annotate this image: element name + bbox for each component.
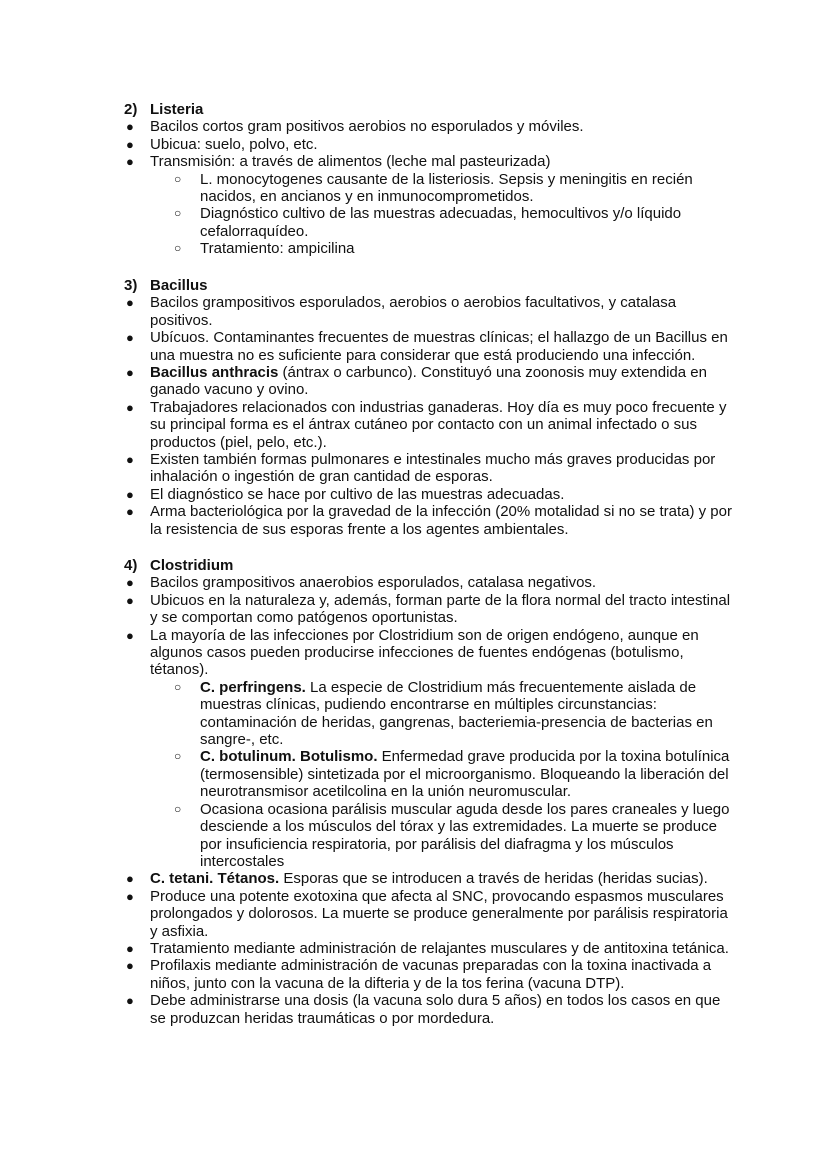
bullet-dot-icon: ●	[126, 154, 134, 170]
list-item: ● Trabajadores relacionados con industrias ganaderas. Hoy día es muy poco frecuente y su principal forma es el ántrax cutáneo por contacto con un animal infectado o sus productos (piel, pelo, etc.).	[126, 398, 727, 451]
bullet-dot-icon: ●	[126, 486, 134, 502]
list-item: ● Arma bacteriológica por la gravedad de la infección (20% motalidad si no se trata) y por la resistencia de sus esporas frente a los agentes ambientales.	[126, 503, 732, 538]
section-heading	[124, 557, 734, 574]
list-item: ● Produce una potente exotoxina que afecta al SNC, provocando espasmos musculares prolongados y dolorosos. La muerte se produce generalmente por parálisis respiratoria y asfixia.	[126, 887, 728, 940]
bullet-dot-icon: ●	[126, 871, 134, 887]
list-item: ● Ubicua: suelo, polvo, etc.	[126, 135, 318, 153]
section-number: 2)	[124, 101, 138, 118]
bullet-circle-icon: ○	[174, 749, 182, 764]
bullet-dot-icon: ●	[126, 119, 134, 135]
list-item: ● Bacilos cortos gram positivos aerobios no esporulados y móviles.	[126, 118, 584, 136]
bullet-circle-icon: ○	[174, 241, 182, 256]
bullet-dot-icon: ●	[126, 399, 134, 415]
bullet-dot-icon: ●	[126, 452, 134, 468]
section-heading	[124, 101, 734, 118]
bullet-circle-icon: ○	[174, 206, 182, 221]
section-heading	[124, 277, 734, 294]
bullet-dot-icon: ●	[126, 136, 134, 152]
section-title: Listeria	[150, 101, 204, 118]
list-item: ● El diagnóstico se hace por cultivo de las muestras adecuadas.	[126, 485, 565, 503]
section-bacillus	[124, 277, 734, 538]
list-item: ● Bacilos grampositivos esporulados, aerobios o aerobios facultativos, y catalasa positivos.	[126, 294, 677, 329]
list-item: ● La mayoría de las infecciones por Clostridium son de origen endógeno, aunque en algunos casos pueden producirse infecciones de fuentes endógenas (botulismo, tétanos). ○ C. perfringens. La especie de Clostridium más frecuentemente aislada de muestras clínicas, pudiendo encontrarse en múltiples circunstancias: contaminación de heridas, gangrenas, bacteriemia-presencia de bacterias en sangre-, etc. ○ C. botulinum. Botulismo. Enfermedad grave producida por la toxina botulínica (termosensible) sintetizada por el microorganismo. Bloqueando la liberación del neurotransmisor acetilcolina en la unión neuromuscular. ○ Ocasiona ocasiona parálisis muscular aguda desde los pares craneales y luego desciende a los músculos del tórax y las extremidades. La muerte se produce por insuficiencia respiratoria, por parálisis del diafragma y los músculos intercostales	[124, 627, 734, 871]
bullet-dot-icon: ●	[126, 627, 134, 643]
sub-list-item: ○ L. monocytogenes causante de la listeriosis. Sepsis y meningitis en recién nacidos, en ancianos y en inmunocomprometidos.	[174, 170, 693, 206]
list-item: ● Profilaxis mediante administración de vacunas preparadas con la toxina inactivada a niños, junto con la vacuna de la difteria y de la tos ferina (vacuna DTP).	[126, 957, 712, 992]
list-item: ● Debe administrarse una dosis (la vacuna solo dura 5 años) en todos los casos en que se produzcan heridas traumáticas o por mordedura.	[126, 992, 721, 1027]
bullet-dot-icon: ●	[126, 888, 134, 904]
sub-list-item: ○ C. botulinum. Botulismo. Enfermedad grave producida por la toxina botulínica (termosensible) sintetizada por el microorganismo. Bloqueando la liberación del neurotransmisor acetilcolina en la unión neuromuscular.	[174, 748, 730, 801]
list-item: ● Bacillus anthracis (ántrax o carbunco). Constituyó una zoonosis muy extendida en ganado vacuno y ovino.	[126, 364, 707, 399]
bullet-dot-icon: ●	[126, 504, 134, 520]
list-item: ● Bacilos grampositivos anaerobios esporulados, catalasa negativos.	[126, 574, 597, 592]
list-item: ● C. tetani. Tétanos. Esporas que se introducen a través de heridas (heridas sucias).	[126, 870, 708, 888]
bullet-list	[124, 118, 734, 257]
bullet-circle-icon: ○	[174, 171, 182, 186]
bullet-circle-icon: ○	[174, 801, 182, 816]
sub-bullet-list	[174, 170, 734, 258]
sub-list-item: ○ C. perfringens. La especie de Clostridium más frecuentemente aislada de muestras clínicas, pudiendo encontrarse en múltiples circunstancias: contaminación de heridas, gangrenas, bacteriemia-presencia de bacterias en sangre-, etc.	[174, 678, 713, 749]
section-title: Bacillus	[150, 277, 208, 294]
sub-list-item: ○ Diagnóstico cultivo de las muestras adecuadas, hemocultivos y/o líquido cefalorraquídeo.	[174, 205, 682, 240]
section-title: Clostridium	[150, 557, 234, 574]
sub-list-item: ○ Ocasiona ocasiona parálisis muscular aguda desde los pares craneales y luego desciende a los músculos del tórax y las extremidades. La muerte se produce por insuficiencia respiratoria, por parálisis del diafragma y los músculos intercostales	[174, 800, 730, 870]
list-item: ● Tratamiento mediante administración de relajantes musculares y de antitoxina tetánica.	[126, 939, 729, 957]
bullet-dot-icon: ●	[126, 295, 134, 311]
bullet-dot-icon: ●	[126, 592, 134, 608]
bold-term: C. botulinum. Botulismo.	[200, 748, 378, 766]
bold-term: C. tetani. Tétanos.	[150, 870, 280, 888]
bullet-dot-icon: ●	[126, 365, 134, 381]
list-item: ● Transmisión: a través de alimentos (leche mal pasteurizada) ○ L. monocytogenes causante de la listeriosis. Sepsis y meningitis en recién nacidos, en ancianos y en inmunocomprometidos. ○ Diagnóstico cultivo de las muestras adecuadas, hemocultivos y/o líquido cefalorraquídeo. ○ Tratamiento: ampicilina	[124, 153, 734, 257]
bold-term: C. perfringens.	[200, 678, 306, 696]
bullet-list	[124, 294, 734, 538]
list-item: ● Ubícuos. Contaminantes frecuentes de muestras clínicas; el hallazgo de un Bacillus en una muestra no es suficiente para considerar que está produciendo una infección.	[126, 329, 728, 364]
section-clostridium	[124, 557, 734, 1027]
bullet-dot-icon: ●	[126, 940, 134, 956]
bullet-circle-icon: ○	[174, 679, 182, 694]
bold-term: Bacillus anthracis	[150, 364, 279, 382]
list-item: ● Existen también formas pulmonares e intestinales mucho más graves producidas por inhalación o ingestión de gran cantidad de esporas.	[126, 451, 716, 486]
bullet-dot-icon: ●	[126, 993, 134, 1009]
bullet-list	[124, 574, 734, 1027]
sub-list-item: ○ Tratamiento: ampicilina	[174, 240, 355, 258]
bullet-dot-icon: ●	[126, 958, 134, 974]
list-item: ● Ubicuos en la naturaleza y, además, forman parte de la flora normal del tracto intestinal y se comportan como patógenos oportunistas.	[126, 591, 731, 627]
sub-bullet-list	[174, 678, 734, 870]
section-listeria	[124, 101, 734, 258]
section-number: 3)	[124, 277, 138, 294]
section-number: 4)	[124, 557, 138, 574]
bullet-dot-icon: ●	[126, 330, 134, 346]
bullet-dot-icon: ●	[126, 575, 134, 591]
